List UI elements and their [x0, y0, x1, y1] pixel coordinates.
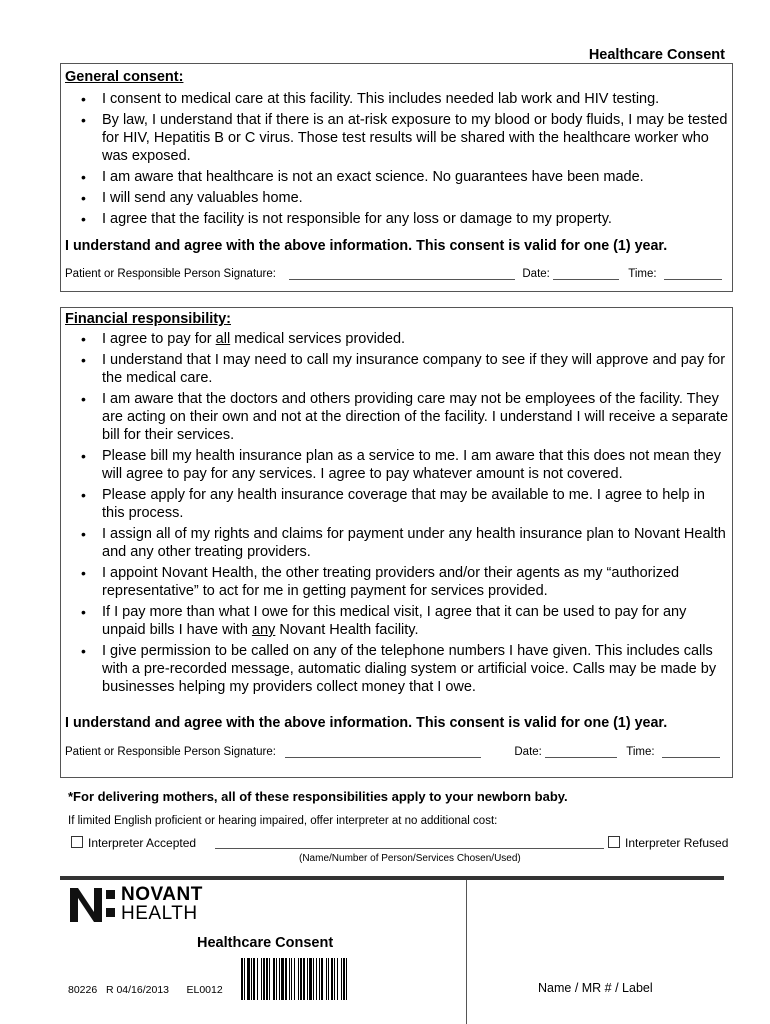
general-signature-row	[65, 267, 728, 280]
interpreter-accepted-option[interactable]	[71, 836, 196, 850]
financial-list	[81, 330, 730, 699]
list-item: • I assign all of my rights and claims for payment under any health insurance plan to Novant Health and any other treating providers.	[81, 525, 730, 561]
list-item: • I appoint Novant Health, the other treating providers and/or their agents as my “authorized representative” to act for me in getting payment for services provided.	[81, 564, 730, 600]
time-label: Time:	[628, 268, 657, 280]
footer-title: Healthcare Consent	[197, 935, 334, 951]
list-item: • I give permission to be called on any of the telephone numbers I have given. This includes calls with a pre-recorded message, automatic dialing system or artificial voice. Calls may be made by businesses helping my providers collect money that I owe.	[81, 642, 730, 696]
logo-line2: HEALTH	[121, 903, 198, 924]
newborn-note: *For delivering mothers, all of these responsibilities apply to your newborn baby.	[68, 789, 568, 804]
list-item: • Please apply for any health insurance coverage that may be available to me. I agree to help in this process.	[81, 486, 730, 522]
list-item: • I understand that I may need to call my insurance company to see if they will approve and pay for the medical care.	[81, 351, 730, 387]
time-label: Time:	[626, 746, 655, 758]
financial-signature-row	[65, 745, 728, 758]
list-item: • I agree to pay for all medical services provided.	[81, 330, 730, 348]
interpreter-intro: If limited English proficient or hearing impaired, offer interpreter at no additional cost:	[68, 815, 498, 827]
financial-heading: Financial responsibility:	[65, 311, 231, 327]
list-item: • If I pay more than what I owe for this medical visit, I agree that it can be used to pay for any unpaid bills I have with any Novant Health facility.	[81, 603, 730, 639]
logo-square-icon	[106, 908, 115, 917]
date-label: Date:	[522, 268, 550, 280]
date-label: Date:	[514, 746, 542, 758]
interpreter-accepted-checkbox[interactable]	[71, 836, 83, 848]
interpreter-accepted-label: Interpreter Accepted	[88, 836, 197, 850]
general-date-field[interactable]	[553, 267, 619, 280]
logo-square-icon	[106, 890, 115, 899]
interpreter-name-field[interactable]	[215, 848, 604, 849]
general-consent-heading: General consent:	[65, 69, 184, 85]
list-item: • I am aware that the doctors and others providing care may not be employees of the facility. They are acting on their own and not at the direction of the facility. I understand I will receive a separate bill for their services.	[81, 390, 730, 444]
financial-responsibility-section	[60, 307, 733, 778]
list-item: • I am aware that healthcare is not an exact science. No guarantees have been made.	[81, 168, 730, 186]
name-mr-label: Name / MR # / Label	[538, 981, 653, 995]
financial-signature-field[interactable]	[285, 745, 481, 758]
interpreter-refused-checkbox[interactable]	[608, 836, 620, 848]
general-consent-list	[81, 90, 730, 231]
list-item: • I consent to medical care at this facility. This includes needed lab work and HIV testing.	[81, 90, 730, 108]
list-item: • I will send any valuables home.	[81, 189, 730, 207]
signature-label: Patient or Responsible Person Signature:	[65, 746, 276, 758]
interpreter-refused-option[interactable]	[608, 836, 728, 850]
list-item: • Please bill my health insurance plan as a service to me. I am aware that this does not mean they will agree to pay for any services. I agree to pay whatever amount is not covered.	[81, 447, 730, 483]
page-title: Healthcare Consent	[588, 47, 725, 63]
general-agree-statement: I understand and agree with the above information. This consent is valid for one (1) year.	[65, 238, 668, 254]
financial-agree-statement: I understand and agree with the above information. This consent is valid for one (1) year.	[65, 715, 668, 731]
footer-vertical-divider	[466, 880, 467, 1024]
general-signature-field[interactable]	[289, 267, 515, 280]
financial-time-field[interactable]	[662, 745, 720, 758]
list-item: • I agree that the facility is not responsible for any loss or damage to my property.	[81, 210, 730, 228]
form-number: 80226 R 04/16/2013 EL0012	[68, 984, 223, 996]
footer-divider	[60, 876, 724, 880]
signature-label: Patient or Responsible Person Signature:	[65, 268, 276, 280]
financial-date-field[interactable]	[545, 745, 617, 758]
interpreter-line-caption: (Name/Number of Person/Services Chosen/Used)	[299, 853, 521, 864]
general-time-field[interactable]	[664, 267, 722, 280]
novant-health-logo	[70, 886, 240, 926]
interpreter-refused-label: Interpreter Refused	[625, 836, 729, 850]
general-consent-section	[60, 63, 733, 292]
list-item: • By law, I understand that if there is an at-risk exposure to my blood or body fluids, I may be tested for HIV, Hepatitis B or C virus. Those test results will be shared with the healthcare worker who was exposed.	[81, 111, 730, 165]
barcode	[241, 958, 425, 1000]
logo-line1: NOVANT	[121, 884, 203, 905]
